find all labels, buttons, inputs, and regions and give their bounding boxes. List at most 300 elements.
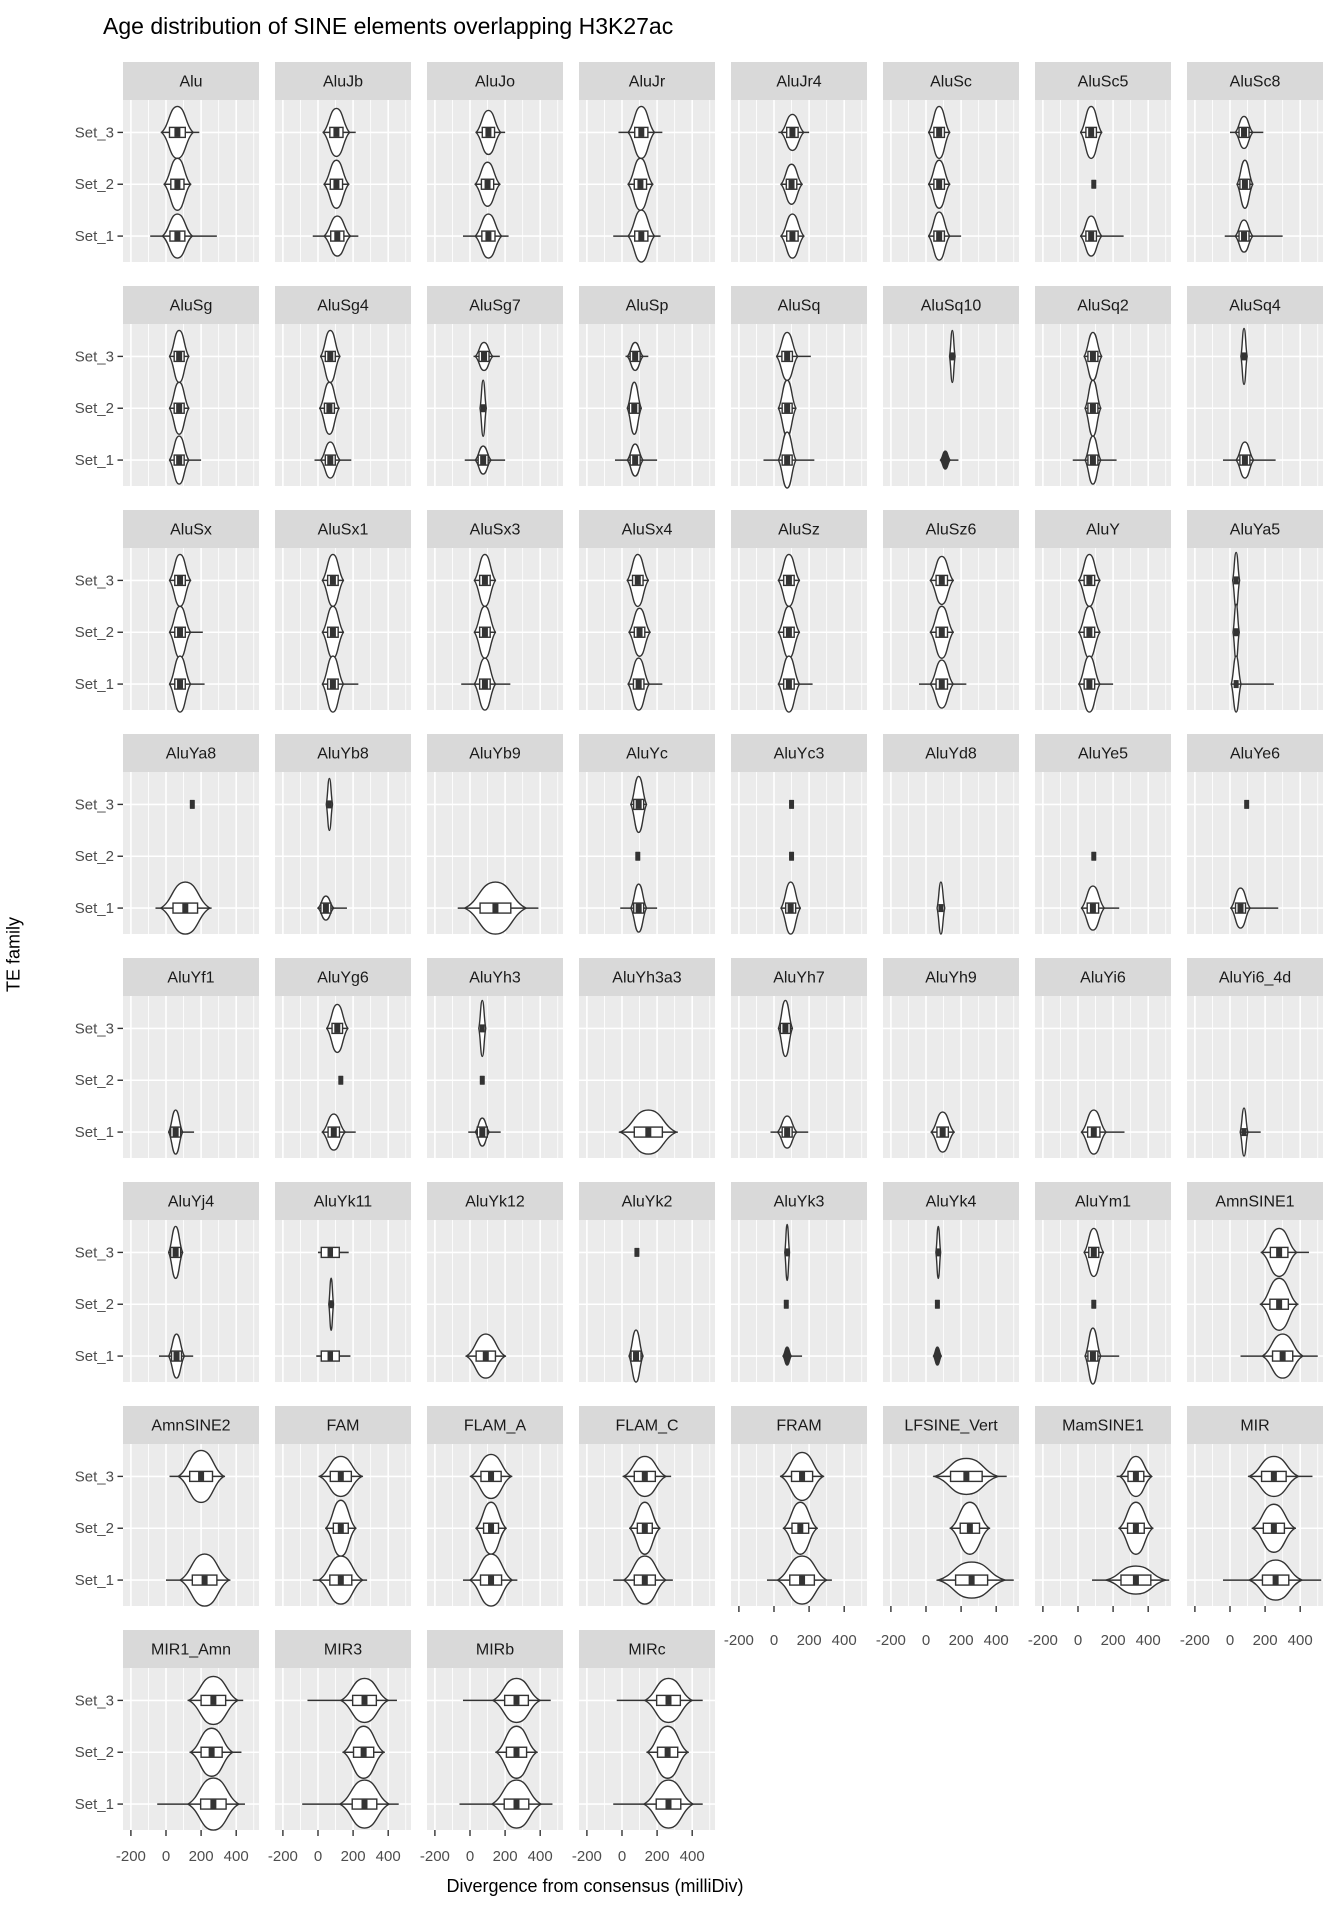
median [485,180,491,189]
x-tick-label: -200 [419,1848,450,1865]
facet-MIR [1187,1406,1323,1606]
x-tick-label: -200 [267,1848,298,1865]
median [638,232,644,241]
median [665,1696,671,1705]
x-tick-label: 200 [948,1632,974,1649]
x-tick-label: 200 [1252,1632,1278,1649]
facet-label: AluJo [474,73,516,91]
panel-bg [275,324,411,486]
facet-label: AluYk3 [773,1193,825,1211]
facet-AluJr [579,62,715,262]
facet-AluYb8 [275,734,411,934]
y-tick-label: Set_3 [74,796,114,814]
facet-AmnSINE1 [1187,1182,1323,1382]
y-tick-label: Set_2 [74,848,114,866]
facet-FAM [275,1406,411,1606]
panel-bg [731,1220,867,1382]
median [963,1472,969,1481]
median [645,1128,651,1137]
data-point [480,1076,485,1085]
x-tick-label: 200 [644,1848,670,1865]
median [1090,352,1096,361]
facet-AluSq [731,286,867,488]
median [479,1128,485,1137]
facet-MamSINE1 [1035,1406,1171,1606]
median [1133,1524,1139,1533]
panel-bg [427,324,563,486]
data-point [789,800,794,809]
panel-bg [1187,996,1323,1158]
y-tick-label: Set_2 [74,1520,114,1538]
y-tick-label: Set_1 [74,676,114,694]
facet-AluYm1 [1035,1182,1171,1384]
facet-AluSq4 [1187,286,1323,486]
panel-bg [1187,548,1323,710]
median [936,232,942,241]
facet-label: AluSc5 [1077,73,1129,91]
facet-label: AluSg7 [469,297,521,315]
median [485,128,491,137]
facet-AluYc [579,734,715,934]
median [789,128,795,137]
facet-label: AluSx1 [317,521,369,539]
median [799,1472,805,1481]
x-tick-label: 200 [188,1848,214,1865]
median [176,456,182,465]
facet-AluSx4 [579,510,715,710]
facet-label: AluSx4 [621,521,673,539]
median [785,1248,790,1256]
facet-AluY [1035,510,1171,712]
panel-bg [883,772,1019,934]
panel-bg [275,1220,411,1382]
median [642,1472,648,1481]
median [177,628,183,637]
facet-AluYd8 [883,734,1019,934]
median [799,1576,805,1585]
facet-label: AluYg6 [317,969,369,987]
panel-bg [731,996,867,1158]
x-tick-label: -200 [115,1848,146,1865]
panel-bg [883,100,1019,262]
facet-label: AluYc [626,745,668,763]
facet-label: AluJr4 [776,73,822,91]
x-tick-label: 0 [769,1632,779,1649]
facet-label: AluSz6 [925,521,977,539]
facet-label: AluSq [777,297,821,315]
median [182,904,188,913]
y-tick-label: Set_3 [74,348,114,366]
x-tick-label: -200 [571,1848,602,1865]
median [1234,628,1239,636]
facet-label: AluY [1086,521,1120,539]
x-tick-label: 0 [1073,1632,1083,1649]
data-point [789,852,794,861]
median [480,1024,485,1032]
facet-label: AluSz [778,521,820,539]
y-tick-label: Set_1 [74,1572,114,1590]
facet-label: AluSq4 [1229,297,1281,315]
facet-AluSq2 [1035,286,1171,486]
median [482,576,488,585]
median [665,1800,671,1809]
facet-label: AluYk12 [465,1193,525,1211]
median [326,404,332,413]
facet-label: AluSc [930,73,972,91]
y-tick-label: Set_3 [74,1692,114,1710]
median [1090,904,1096,913]
median [1088,232,1094,241]
facet-label: MIRb [475,1641,515,1659]
y-tick-label: Set_3 [74,124,114,142]
facet-AluYk4 [883,1182,1019,1382]
median [1276,1248,1282,1257]
facet-label: AmnSINE2 [151,1417,231,1435]
median [488,1472,494,1481]
y-tick-label: Set_3 [74,572,114,590]
median [1241,232,1247,241]
x-tick-label: 0 [313,1848,323,1865]
x-tick-label: 0 [465,1848,475,1865]
data-point [190,800,195,809]
x-tick-label: 400 [223,1848,249,1865]
median [177,576,183,585]
median [361,1800,367,1809]
x-tick-label: 200 [340,1848,366,1865]
median [327,800,332,808]
median [328,1248,334,1257]
median [1090,1352,1096,1361]
facet-AluSq10 [883,286,1019,486]
median [642,1576,648,1585]
x-axis-title: Divergence from consensus (milliDiv) [446,1876,744,1896]
x-tick-label: 400 [679,1848,705,1865]
median [202,1576,208,1585]
facet-AluSg4 [275,286,411,486]
median [481,352,487,361]
y-tick-label: Set_1 [74,452,114,470]
panel-bg [1187,100,1323,262]
facet-AluJb [275,62,411,262]
facet-AluYe5 [1035,734,1171,934]
facet-label: AluYd8 [925,745,977,763]
x-tick-label: 400 [527,1848,553,1865]
facet-label: MIR3 [323,1641,363,1659]
median [513,1748,519,1757]
facet-MIRb [427,1630,563,1830]
chart-title: Age distribution of SINE elements overlapping H3K27ac [103,13,674,39]
facet-AluYk2 [579,1182,715,1382]
median [361,1696,367,1705]
median [328,1352,334,1361]
x-tick-label: 400 [1287,1632,1313,1649]
facet-label: FLAM_C [615,1417,679,1435]
panel-bg [579,324,715,486]
facet-AluYh9 [883,958,1019,1158]
median [939,628,945,637]
median [327,456,333,465]
median [967,1524,973,1533]
facet-AluSp [579,286,715,486]
y-axis-title: TE family [3,917,24,993]
median [1242,180,1248,189]
data-point [1244,800,1249,809]
median [210,1696,216,1705]
median [637,180,643,189]
median [786,680,792,689]
median [174,180,180,189]
facet-AluSz6 [883,510,1019,710]
median [177,680,183,689]
facet-MIRc [579,1630,715,1830]
facet-AluSg [123,286,259,486]
facet-AluYh3 [427,958,563,1158]
median [488,1524,494,1533]
median [485,232,491,241]
x-tick-label: 0 [1225,1632,1235,1649]
median [939,680,945,689]
x-tick-label: 400 [1135,1632,1161,1649]
median [1242,352,1247,360]
facet-LFSINE_Vert [883,1406,1019,1606]
facet-AluYk12 [427,1182,563,1382]
facet-AluSc8 [1187,62,1323,262]
facet-AmnSINE2 [123,1406,259,1606]
x-tick-label: -200 [723,1632,754,1649]
facet-label: AluYk11 [313,1193,373,1211]
panel-bg [579,772,715,934]
panel-bg [123,1220,259,1382]
median [797,1524,803,1533]
median [1133,1472,1139,1481]
facet-label: AluYa8 [165,745,217,763]
facet-label: AluJb [322,73,364,91]
facet-FLAM_C [579,1406,715,1606]
median [488,1576,494,1585]
panel-bg [1035,324,1171,486]
median [1091,1128,1097,1137]
median [492,904,498,913]
facet-label: AmnSINE1 [1215,1193,1295,1211]
x-tick-label: 400 [831,1632,857,1649]
median [173,1248,179,1257]
facet-label: AluSp [625,297,669,315]
median [333,180,339,189]
median [784,456,790,465]
panel-bg [275,772,411,934]
panel-bg [123,548,259,710]
panel-bg [1035,100,1171,262]
facet-label: AluYh3 [469,969,521,987]
median [784,352,790,361]
facet-AluYg6 [275,958,411,1158]
panel-bg [1035,548,1171,710]
data-point [935,1300,940,1309]
median [936,1248,941,1256]
y-tick-label: Set_1 [74,1796,114,1814]
facet-label: MIR1_Amn [150,1641,232,1659]
median [788,904,794,913]
median [1242,1128,1247,1136]
facet-label: AluYi6 [1080,969,1126,987]
median [1086,628,1092,637]
facet-label: FLAM_A [463,1417,527,1435]
median [635,576,641,585]
facet-label: AluJr [628,73,666,91]
median [480,456,486,465]
facet-label: AluSq2 [1077,297,1129,315]
facet-AluSx [123,510,259,712]
x-tick-label: -200 [1179,1632,1210,1649]
facet-AluSc5 [1035,62,1171,262]
facet-AluSg7 [427,286,563,486]
facet-AluJr4 [731,62,867,262]
panel-bg [123,324,259,486]
median [1086,576,1092,585]
facet-label: AluYh7 [773,969,825,987]
facet-AluYf1 [123,958,259,1158]
median [1086,680,1092,689]
facet-MIR3 [275,1630,411,1830]
median [1234,680,1239,688]
median [174,128,180,137]
median [210,1800,216,1809]
y-tick-label: Set_2 [74,400,114,418]
median [176,352,182,361]
x-tick-label: 200 [492,1848,518,1865]
panel-bg [123,996,259,1158]
y-tick-label: Set_2 [74,1744,114,1762]
facet-label: AluSx3 [469,521,521,539]
median [665,1748,671,1757]
facet-Alu [123,62,259,262]
median [174,1352,180,1361]
median [513,1800,519,1809]
median [633,1352,639,1361]
median [174,232,180,241]
panel-bg [427,996,563,1158]
median [1271,1524,1277,1533]
median [1271,1472,1277,1481]
y-tick-label: Set_2 [74,624,114,642]
facet-AluYj4 [123,1182,259,1382]
facet-label: AluSc8 [1229,73,1281,91]
facet-label: AluYh9 [925,969,977,987]
facet-label: AluSq10 [920,297,982,315]
median [209,1748,215,1757]
facet-label: AluYm1 [1074,1193,1132,1211]
median [936,180,942,189]
facet-label: AluYf1 [167,969,215,987]
y-tick-label: Set_3 [74,1244,114,1262]
median [1241,128,1247,137]
median [638,128,644,137]
median [1091,1248,1097,1257]
facet-label: FAM [326,1417,360,1435]
median [1276,1300,1282,1309]
facet-label: AluSg [169,297,213,315]
data-point [634,1248,639,1257]
median [969,1576,975,1585]
median [330,576,336,585]
facet-AluSc [883,62,1019,262]
facet-label: AluYh3a3 [612,969,682,987]
y-tick-label: Set_2 [74,1072,114,1090]
median [1273,1576,1279,1585]
median [938,904,943,912]
facet-AluYa5 [1187,510,1323,712]
y-tick-label: Set_1 [74,228,114,246]
median [482,628,488,637]
facet-AluJo [427,62,563,262]
facet-label: AluYb9 [469,745,521,763]
median [483,1352,489,1361]
median [631,404,637,413]
median [939,576,945,585]
facet-label: MIRc [628,1641,666,1659]
facet-MIR1_Amn [123,1630,259,1830]
median [1088,128,1094,137]
median [338,1472,344,1481]
data-point [784,1300,789,1309]
median [1234,576,1239,584]
y-tick-label: Set_2 [74,1296,114,1314]
facet-label: MamSINE1 [1062,1417,1144,1435]
median [636,800,642,809]
facet-label: AluYc3 [773,745,825,763]
median [789,180,795,189]
median [784,404,790,413]
facet-label: LFSINE_Vert [904,1417,998,1435]
median [176,404,182,413]
median [936,128,942,137]
median [481,404,486,412]
median [642,1524,648,1533]
facet-label: AluSg4 [317,297,369,315]
facet-label: AluYe5 [1077,745,1129,763]
panel-bg [579,1220,715,1382]
facet-AluYi6_4d [1187,958,1323,1158]
data-point [1091,852,1096,861]
median [323,904,329,913]
x-tick-label: 400 [375,1848,401,1865]
facet-FLAM_A [427,1406,563,1606]
median [173,1128,179,1137]
median [1238,904,1244,913]
panel-bg [1187,324,1323,486]
facet-label: AluYa5 [1229,521,1281,539]
median [1280,1352,1286,1361]
median [1133,1576,1139,1585]
facet-FRAM [731,1406,867,1606]
median [327,352,333,361]
facet-AluSz [731,510,867,712]
median [940,1128,946,1137]
data-point [338,1076,343,1085]
y-tick-label: Set_1 [74,1348,114,1366]
median [950,352,955,360]
panel-bg [1187,1220,1323,1382]
facet-AluYa8 [123,734,259,934]
facet-AluYe6 [1187,734,1323,934]
facet-label: AluYb8 [317,745,369,763]
panel-bg [731,324,867,486]
data-point [1091,180,1096,189]
median [198,1472,204,1481]
x-tick-label: -200 [875,1632,906,1649]
x-tick-label: 200 [1100,1632,1126,1649]
facet-label: AluYi6_4d [1218,969,1292,987]
